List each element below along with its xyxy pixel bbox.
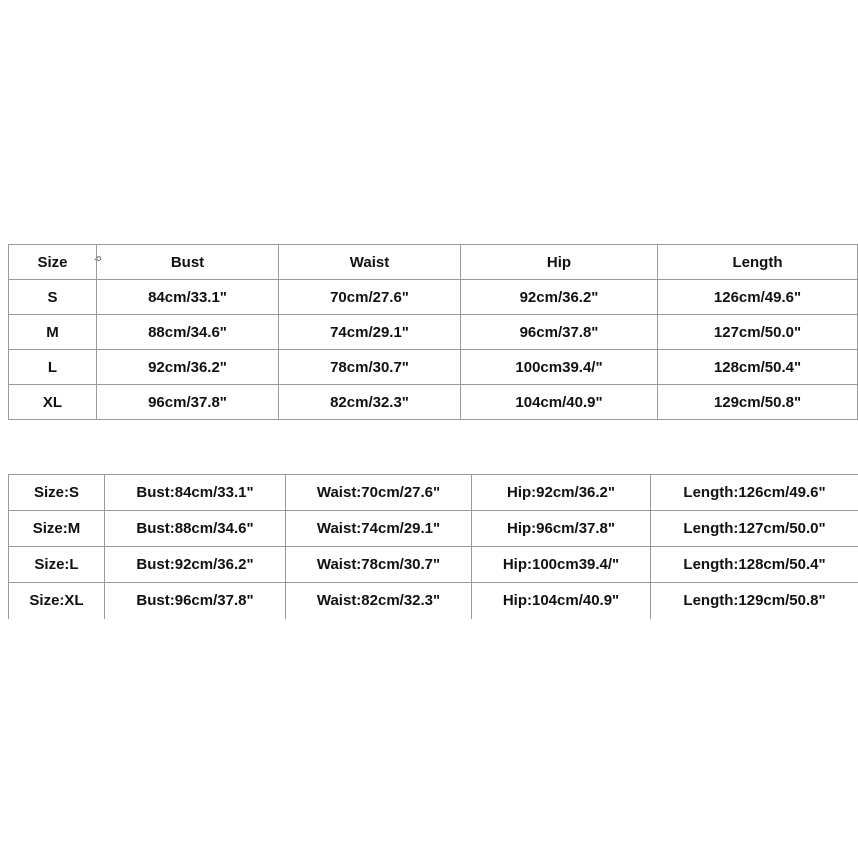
cell-length: 129cm/50.8" — [658, 385, 858, 420]
header-bust: Bust — [97, 245, 279, 280]
cell-length: Length:126cm/49.6" — [651, 475, 858, 511]
cell-waist: Waist:82cm/32.3" — [286, 583, 472, 619]
cell-size: M — [9, 315, 97, 350]
cell-length: Length:128cm/50.4" — [651, 547, 858, 583]
stray-mark: ꝺ — [93, 255, 104, 262]
table-row — [9, 547, 858, 583]
cell-hip: Hip:92cm/36.2" — [472, 475, 651, 511]
cell-waist: Waist:74cm/29.1" — [286, 511, 472, 547]
table-row — [9, 385, 858, 420]
cell-waist: 82cm/32.3" — [279, 385, 461, 420]
table-header-row — [9, 245, 858, 280]
cell-bust: Bust:84cm/33.1" — [105, 475, 286, 511]
cell-bust: Bust:88cm/34.6" — [105, 511, 286, 547]
cell-length: 126cm/49.6" — [658, 280, 858, 315]
cell-bust: 96cm/37.8" — [97, 385, 279, 420]
cell-hip: Hip:96cm/37.8" — [472, 511, 651, 547]
table-row — [9, 280, 858, 315]
cell-hip: 92cm/36.2" — [461, 280, 658, 315]
cell-bust: 84cm/33.1" — [97, 280, 279, 315]
table-row — [9, 475, 858, 511]
cell-waist: 74cm/29.1" — [279, 315, 461, 350]
header-size: Size — [9, 245, 97, 280]
table-row — [9, 511, 858, 547]
cell-size: Size:M — [9, 511, 105, 547]
cell-size: Size:S — [9, 475, 105, 511]
cell-waist: 78cm/30.7" — [279, 350, 461, 385]
table-row — [9, 583, 858, 619]
cell-size: S — [9, 280, 97, 315]
cell-size: XL — [9, 385, 97, 420]
header-hip: Hip — [461, 245, 658, 280]
size-chart-table — [8, 244, 858, 420]
cell-bust: 88cm/34.6" — [97, 315, 279, 350]
cell-size: Size:L — [9, 547, 105, 583]
cell-length: Length:129cm/50.8" — [651, 583, 858, 619]
cell-hip: 100cm39.4/" — [461, 350, 658, 385]
cell-waist: Waist:78cm/30.7" — [286, 547, 472, 583]
cell-size: Size:XL — [9, 583, 105, 619]
cell-hip: Hip:100cm39.4/" — [472, 547, 651, 583]
cell-bust: 92cm/36.2" — [97, 350, 279, 385]
cell-waist: Waist:70cm/27.6" — [286, 475, 472, 511]
cell-length: Length:127cm/50.0" — [651, 511, 858, 547]
cell-hip: Hip:104cm/40.9" — [472, 583, 651, 619]
cell-size: L — [9, 350, 97, 385]
cell-length: 127cm/50.0" — [658, 315, 858, 350]
table-row — [9, 350, 858, 385]
header-waist: Waist — [279, 245, 461, 280]
cell-length: 128cm/50.4" — [658, 350, 858, 385]
cell-bust: Bust:92cm/36.2" — [105, 547, 286, 583]
cell-waist: 70cm/27.6" — [279, 280, 461, 315]
cell-hip: 96cm/37.8" — [461, 315, 658, 350]
table-row — [9, 315, 858, 350]
cell-hip: 104cm/40.9" — [461, 385, 658, 420]
size-chart-labeled-table — [8, 474, 858, 619]
header-length: Length — [658, 245, 858, 280]
cell-bust: Bust:96cm/37.8" — [105, 583, 286, 619]
